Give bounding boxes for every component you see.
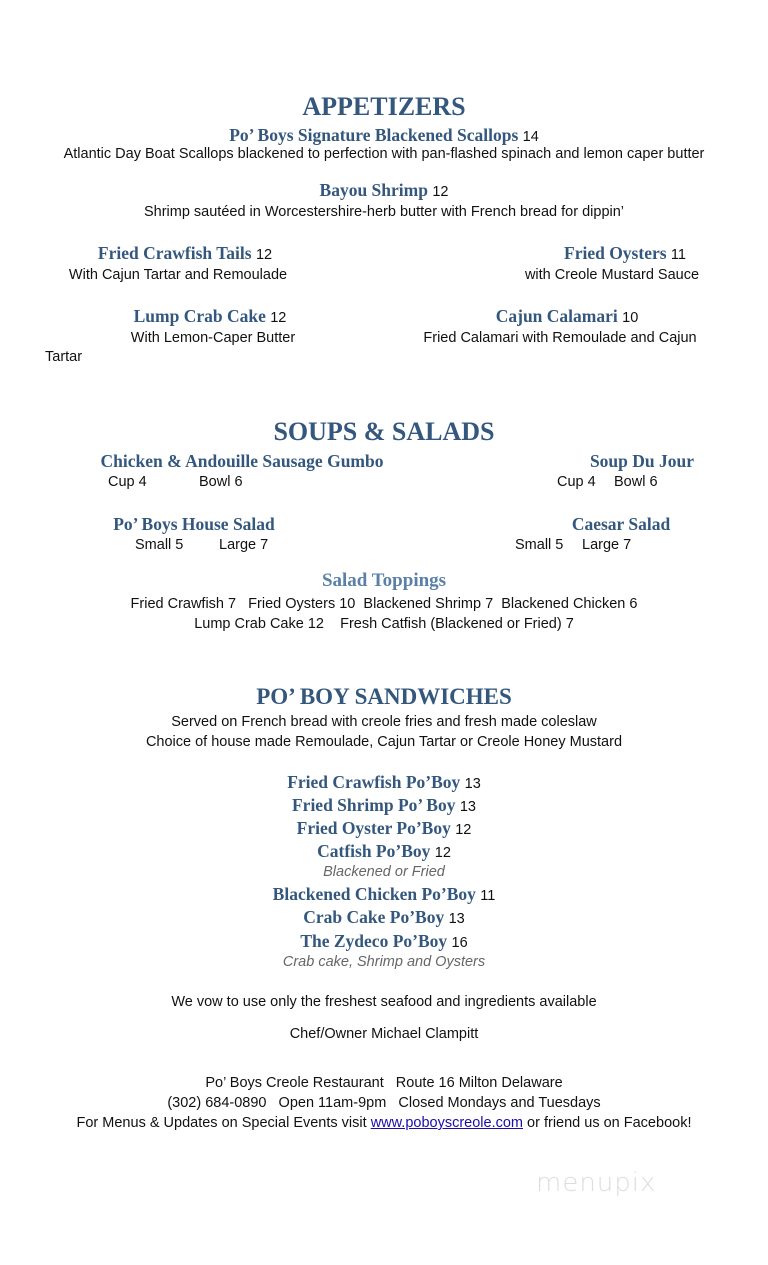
menu-item-caesar-salad: Caesar Salad bbox=[571, 514, 671, 534]
item-name: Bayou Shrimp bbox=[319, 180, 428, 200]
poboys-intro: Choice of house made Remoulade, Cajun Tartar or Creole Honey Mustard bbox=[145, 734, 623, 750]
size-price: Small 5 bbox=[515, 537, 564, 553]
size-price: Large 7 bbox=[219, 537, 269, 553]
item-name: Fried Crawfish Tails bbox=[97, 243, 252, 263]
size-price: Large 7 bbox=[582, 537, 632, 553]
item-price: 12 bbox=[255, 247, 273, 263]
item-desc: With Cajun Tartar and Remoulade bbox=[68, 267, 288, 283]
item-name: Lump Crab Cake bbox=[133, 306, 266, 326]
menu-item-bayou-shrimp bbox=[0, 180, 768, 200]
size-price: Bowl 6 bbox=[614, 474, 658, 490]
size-price: Bowl 6 bbox=[199, 474, 243, 490]
item-desc: Shrimp sautéed in Worcestershire-herb butter with French bread for dippin’ bbox=[143, 204, 625, 220]
soups-heading: SOUPS & SALADS bbox=[273, 417, 495, 446]
poboy-item bbox=[0, 818, 768, 838]
item-desc: with Creole Mustard Sauce bbox=[524, 267, 700, 283]
item-name: Crab Cake Po’Boy bbox=[303, 907, 445, 927]
visit-suffix: or friend us on Facebook! bbox=[523, 1115, 692, 1131]
item-price: 10 bbox=[622, 310, 639, 326]
poboy-item bbox=[0, 795, 768, 815]
item-name: Catfish Po’Boy bbox=[317, 841, 431, 861]
item-name: Fried Oysters bbox=[564, 243, 667, 263]
toppings-line: Lump Crab Cake 12 Fresh Catfish (Blackened or Fried) 7 bbox=[194, 616, 574, 632]
poboy-item bbox=[0, 841, 768, 861]
item-price: 12 bbox=[455, 822, 472, 838]
salad-toppings-heading: Salad Toppings bbox=[321, 570, 447, 591]
item-desc: Atlantic Day Boat Scallops blackened to perfection with pan-flashed spinach and lemon caper butter bbox=[63, 146, 705, 162]
item-name: Cajun Calamari bbox=[495, 306, 618, 326]
menu-item-soup-du-jour: Soup Du Jour bbox=[589, 451, 695, 471]
size-price: Cup 4 bbox=[108, 474, 147, 490]
item-price: 12 bbox=[270, 310, 287, 326]
item-price: 13 bbox=[464, 776, 481, 792]
menu-item-crawfish bbox=[0, 243, 370, 263]
item-desc: With Lemon-Caper Butter bbox=[130, 330, 296, 346]
item-price: 11 bbox=[480, 888, 496, 904]
website-link[interactable]: www.poboyscreole.com bbox=[370, 1115, 524, 1131]
item-price: 12 bbox=[432, 184, 449, 200]
address-text: Po’ Boys Creole Restaurant Route 16 Milton Delaware bbox=[205, 1075, 563, 1091]
menu-item-calamari bbox=[417, 306, 717, 326]
item-price: 13 bbox=[459, 799, 476, 815]
menu-item-crab-cake bbox=[60, 306, 360, 326]
item-desc-continued: Tartar bbox=[45, 349, 83, 365]
item-name: Fried Oyster Po’Boy bbox=[296, 818, 451, 838]
item-price: 13 bbox=[448, 911, 465, 927]
item-price: 16 bbox=[451, 935, 468, 951]
item-name: The Zydeco Po’Boy bbox=[300, 931, 448, 951]
menupix-watermark: menupix bbox=[536, 1168, 657, 1198]
chef-text: Chef/Owner Michael Clampitt bbox=[289, 1026, 479, 1042]
item-name: Fried Crawfish Po’Boy bbox=[287, 772, 461, 792]
vow-text: We vow to use only the freshest seafood and ingredients available bbox=[171, 994, 597, 1010]
menu-item-gumbo: Chicken & Andouille Sausage Gumbo bbox=[100, 451, 384, 471]
item-note: Crab cake, Shrimp and Oysters bbox=[282, 954, 486, 970]
item-name: Blackened Chicken Po’Boy bbox=[272, 884, 476, 904]
poboy-item bbox=[0, 772, 768, 792]
menu-item-scallops bbox=[0, 125, 768, 145]
poboy-item bbox=[0, 884, 768, 904]
menu-item-house-salad: Po’ Boys House Salad bbox=[113, 514, 275, 534]
poboy-item bbox=[0, 931, 768, 951]
poboy-item bbox=[0, 907, 768, 927]
toppings-line: Fried Crawfish 7 Fried Oysters 10 Blackened Shrimp 7 Blackened Chicken 6 bbox=[130, 596, 638, 612]
size-price: Cup 4 bbox=[557, 474, 596, 490]
item-price: 12 bbox=[434, 845, 451, 861]
poboys-heading: PO’ BOY SANDWICHES bbox=[256, 684, 512, 709]
appetizers-heading: APPETIZERS bbox=[302, 92, 466, 121]
poboys-intro: Served on French bread with creole fries and fresh made coleslaw bbox=[171, 714, 597, 730]
visit-prefix: For Menus & Updates on Special Events visit bbox=[76, 1115, 371, 1131]
item-desc: Fried Calamari with Remoulade and Cajun bbox=[423, 330, 697, 346]
item-name: Fried Shrimp Po’ Boy bbox=[291, 795, 456, 815]
hours-text: (302) 684-0890 Open 11am-9pm Closed Mondays and Tuesdays bbox=[167, 1095, 601, 1111]
item-price: 11 bbox=[670, 247, 686, 263]
menu-item-oysters bbox=[500, 243, 750, 263]
item-name: Po’ Boys Signature Blackened Scallops bbox=[229, 125, 519, 145]
item-price: 14 bbox=[522, 129, 539, 145]
size-price: Small 5 bbox=[135, 537, 184, 553]
visit-text bbox=[0, 1113, 768, 1133]
item-note: Blackened or Fried bbox=[323, 864, 445, 880]
